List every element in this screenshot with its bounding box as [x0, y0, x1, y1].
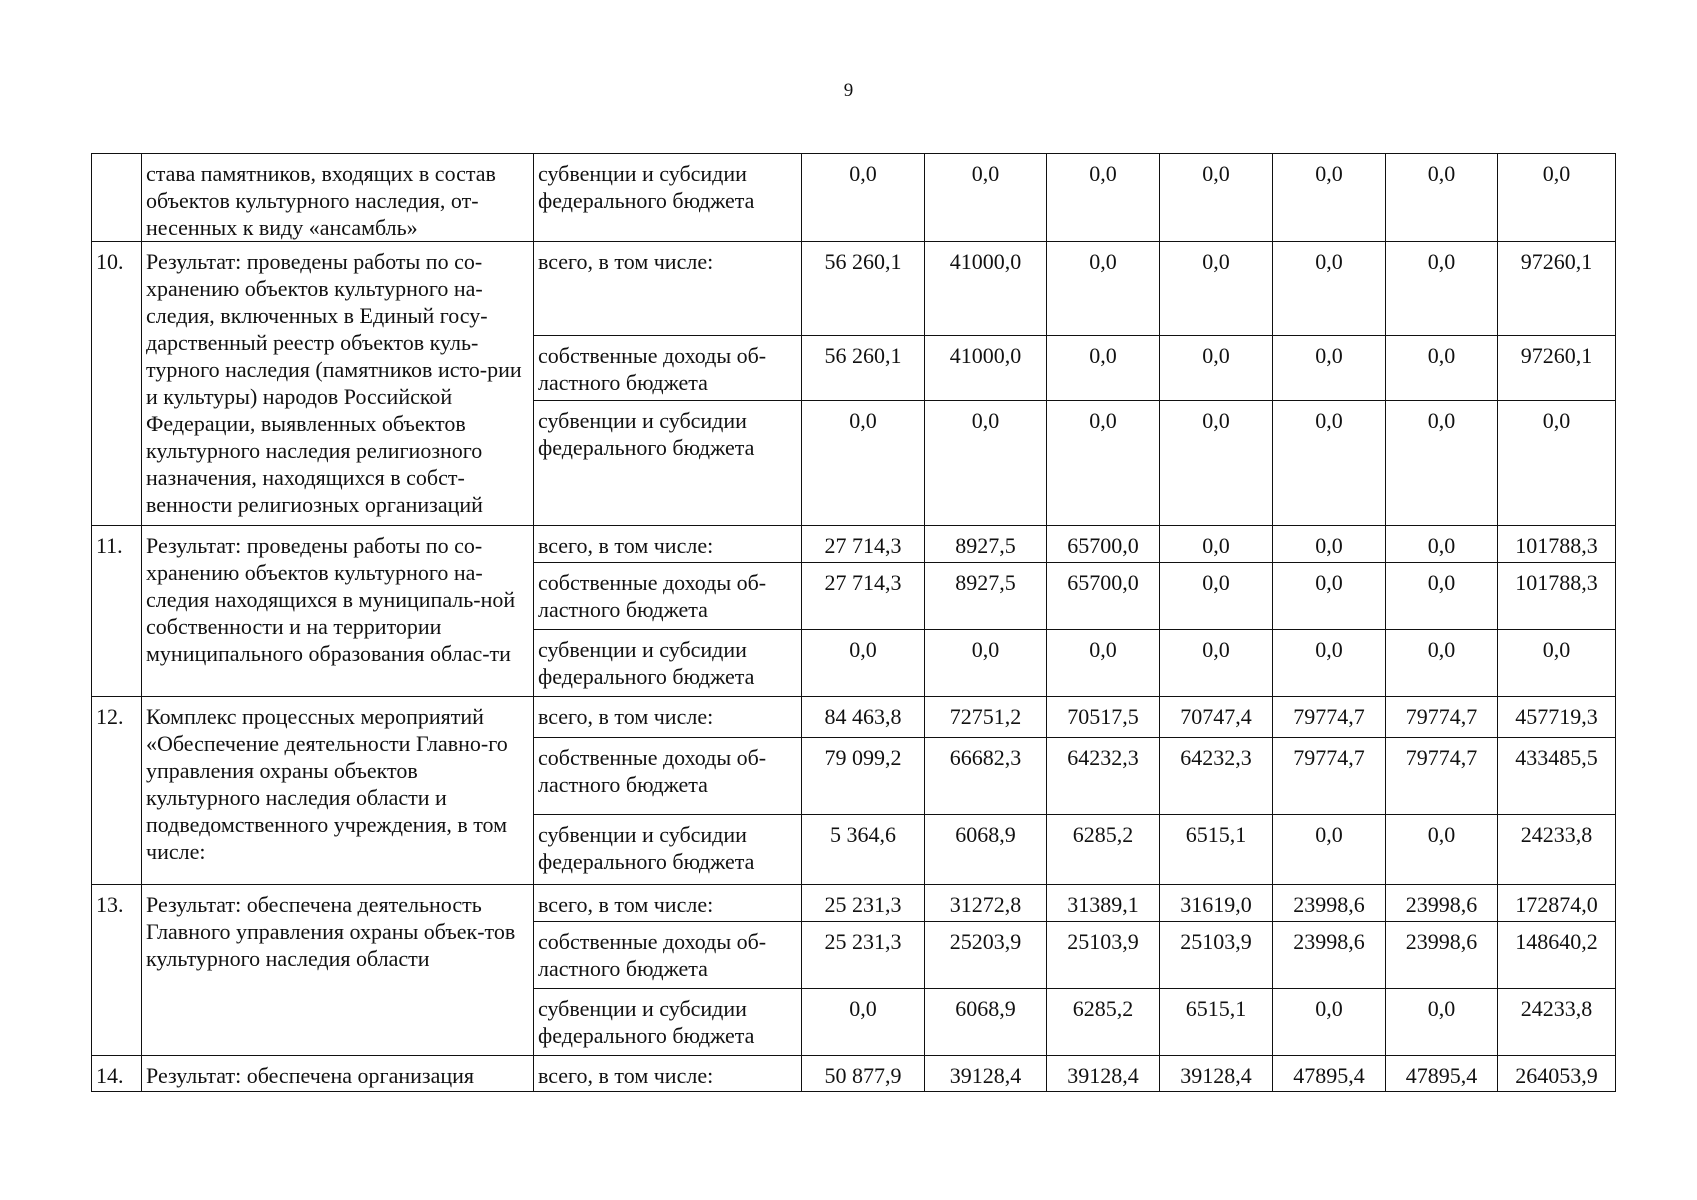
funding-source: субвенции и субсидии федерального бюджета	[534, 630, 802, 697]
year-value: 0,0	[1386, 242, 1498, 336]
total-value: 24233,8	[1498, 815, 1616, 885]
row-number: 11.	[92, 526, 142, 697]
year-value: 23998,6	[1386, 885, 1498, 922]
row-number: 10.	[92, 242, 142, 526]
year-value: 64232,3	[1160, 738, 1273, 815]
row-number: 13.	[92, 885, 142, 1056]
funding-source: всего, в том числе:	[534, 242, 802, 336]
year-value: 0,0	[1273, 630, 1386, 697]
total-value: 101788,3	[1498, 526, 1616, 563]
row-number: 14.	[92, 1056, 142, 1092]
year-value: 0,0	[925, 401, 1047, 526]
measure-description: Результат: проведены работы по со-хранению объектов культурного на-следия находящихся в муниципаль-ной собственности и на территории муниципального образования облас-ти	[142, 526, 534, 697]
year-value: 0,0	[1047, 401, 1160, 526]
year-value: 6285,2	[1047, 989, 1160, 1056]
year-value: 0,0	[1386, 336, 1498, 401]
year-value: 0,0	[1160, 242, 1273, 336]
funding-source: субвенции и субсидии федерального бюджета	[534, 989, 802, 1056]
total-value: 0,0	[1498, 630, 1616, 697]
funding-source: собственные доходы об-ластного бюджета	[534, 336, 802, 401]
row-number	[92, 154, 142, 242]
year-value: 0,0	[1273, 815, 1386, 885]
year-value: 84 463,8	[802, 697, 925, 738]
year-value: 25103,9	[1047, 922, 1160, 989]
year-value: 6515,1	[1160, 815, 1273, 885]
year-value: 0,0	[925, 630, 1047, 697]
year-value: 0,0	[1273, 336, 1386, 401]
table-row	[92, 697, 1616, 738]
year-value: 70517,5	[1047, 697, 1160, 738]
year-value: 27 714,3	[802, 526, 925, 563]
year-value: 0,0	[1047, 336, 1160, 401]
total-value: 97260,1	[1498, 242, 1616, 336]
year-value: 0,0	[1273, 242, 1386, 336]
year-value: 0,0	[1047, 242, 1160, 336]
year-value: 41000,0	[925, 242, 1047, 336]
year-value: 31272,8	[925, 885, 1047, 922]
funding-source: всего, в том числе:	[534, 697, 802, 738]
year-value: 6068,9	[925, 815, 1047, 885]
year-value: 65700,0	[1047, 563, 1160, 630]
year-value: 8927,5	[925, 563, 1047, 630]
year-value: 0,0	[1273, 401, 1386, 526]
table-row	[92, 526, 1616, 563]
year-value: 56 260,1	[802, 242, 925, 336]
total-value: 24233,8	[1498, 989, 1616, 1056]
measure-description: Результат: обеспечена деятельность Главного управления охраны объек-тов культурного наследия области	[142, 885, 534, 1056]
funding-source: всего, в том числе:	[534, 1056, 802, 1092]
year-value: 0,0	[1386, 815, 1498, 885]
funding-source: собственные доходы об-ластного бюджета	[534, 922, 802, 989]
funding-source: субвенции и субсидии федерального бюджета	[534, 401, 802, 526]
year-value: 0,0	[1386, 630, 1498, 697]
row-number: 12.	[92, 697, 142, 885]
year-value: 79774,7	[1386, 738, 1498, 815]
funding-source: всего, в том числе:	[534, 885, 802, 922]
year-value: 79 099,2	[802, 738, 925, 815]
measure-description: Комплекс процессных мероприятий «Обеспечение деятельности Главно-го управления охраны объектов культурного наследия области и подведомственного учреждения, в том числе:	[142, 697, 534, 885]
funding-source: собственные доходы об-ластного бюджета	[534, 738, 802, 815]
year-value: 79774,7	[1386, 697, 1498, 738]
total-value: 0,0	[1498, 154, 1616, 242]
funding-source: собственные доходы об-ластного бюджета	[534, 563, 802, 630]
total-value: 97260,1	[1498, 336, 1616, 401]
year-value: 0,0	[802, 154, 925, 242]
year-value: 39128,4	[1160, 1056, 1273, 1092]
year-value: 79774,7	[1273, 738, 1386, 815]
year-value: 0,0	[802, 989, 925, 1056]
year-value: 5 364,6	[802, 815, 925, 885]
measure-description: става памятников, входящих в состав объектов культурного наследия, от-несенных к виду «ансамбль»	[142, 154, 534, 242]
year-value: 0,0	[1273, 563, 1386, 630]
table-row	[92, 885, 1616, 922]
year-value: 47895,4	[1386, 1056, 1498, 1092]
total-value: 457719,3	[1498, 697, 1616, 738]
table-row	[92, 1056, 1616, 1092]
year-value: 0,0	[1160, 526, 1273, 563]
year-value: 0,0	[1047, 154, 1160, 242]
year-value: 79774,7	[1273, 697, 1386, 738]
year-value: 0,0	[802, 401, 925, 526]
year-value: 0,0	[1160, 563, 1273, 630]
total-value: 264053,9	[1498, 1056, 1616, 1092]
year-value: 41000,0	[925, 336, 1047, 401]
total-value: 433485,5	[1498, 738, 1616, 815]
year-value: 31389,1	[1047, 885, 1160, 922]
year-value: 65700,0	[1047, 526, 1160, 563]
measure-description: Результат: проведены работы по со-хранению объектов культурного на-следия, включенных в Единый госу-дарственный реестр объектов куль-турного наследия (памятников исто-рии и культуры) народов Российской Федерации, выявленных объектов культурного наследия религиозного назначения, находящихся в собст-венности религиозных организаций	[142, 242, 534, 526]
table-row	[92, 242, 1616, 336]
year-value: 6068,9	[925, 989, 1047, 1056]
year-value: 0,0	[1273, 989, 1386, 1056]
year-value: 23998,6	[1273, 922, 1386, 989]
year-value: 39128,4	[925, 1056, 1047, 1092]
table-row	[92, 154, 1616, 242]
year-value: 0,0	[1273, 154, 1386, 242]
year-value: 0,0	[1386, 154, 1498, 242]
year-value: 25203,9	[925, 922, 1047, 989]
measure-description: Результат: обеспечена организация	[142, 1056, 534, 1092]
year-value: 23998,6	[1386, 922, 1498, 989]
year-value: 0,0	[802, 630, 925, 697]
year-value: 6515,1	[1160, 989, 1273, 1056]
year-value: 64232,3	[1047, 738, 1160, 815]
year-value: 25 231,3	[802, 922, 925, 989]
year-value: 72751,2	[925, 697, 1047, 738]
year-value: 0,0	[925, 154, 1047, 242]
year-value: 23998,6	[1273, 885, 1386, 922]
year-value: 31619,0	[1160, 885, 1273, 922]
total-value: 101788,3	[1498, 563, 1616, 630]
year-value: 8927,5	[925, 526, 1047, 563]
year-value: 0,0	[1047, 630, 1160, 697]
total-value: 148640,2	[1498, 922, 1616, 989]
year-value: 70747,4	[1160, 697, 1273, 738]
year-value: 56 260,1	[802, 336, 925, 401]
page-number: 9	[843, 80, 854, 101]
year-value: 0,0	[1160, 401, 1273, 526]
year-value: 50 877,9	[802, 1056, 925, 1092]
budget-table	[91, 153, 1616, 1092]
year-value: 6285,2	[1047, 815, 1160, 885]
year-value: 25103,9	[1160, 922, 1273, 989]
year-value: 27 714,3	[802, 563, 925, 630]
year-value: 0,0	[1160, 336, 1273, 401]
year-value: 0,0	[1273, 526, 1386, 563]
funding-source: всего, в том числе:	[534, 526, 802, 563]
funding-source: субвенции и субсидии федерального бюджета	[534, 154, 802, 242]
year-value: 47895,4	[1273, 1056, 1386, 1092]
year-value: 25 231,3	[802, 885, 925, 922]
total-value: 0,0	[1498, 401, 1616, 526]
year-value: 0,0	[1386, 989, 1498, 1056]
total-value: 172874,0	[1498, 885, 1616, 922]
funding-source: субвенции и субсидии федерального бюджета	[534, 815, 802, 885]
year-value: 0,0	[1160, 630, 1273, 697]
year-value: 66682,3	[925, 738, 1047, 815]
year-value: 0,0	[1386, 563, 1498, 630]
year-value: 0,0	[1160, 154, 1273, 242]
year-value: 0,0	[1386, 526, 1498, 563]
year-value: 39128,4	[1047, 1056, 1160, 1092]
year-value: 0,0	[1386, 401, 1498, 526]
